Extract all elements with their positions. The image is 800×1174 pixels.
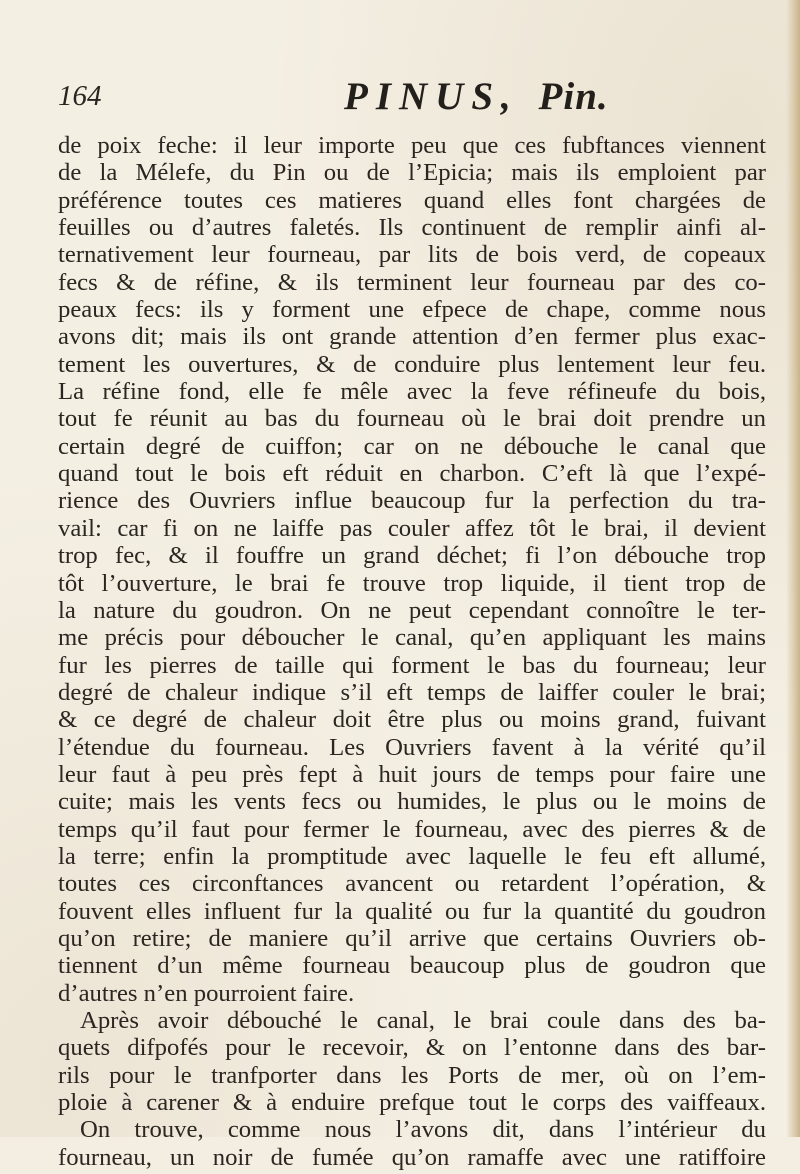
running-title-main: PINUS: [344, 75, 502, 118]
text-line: cuite; mais les vents fecs ou humides, le plus ou le moins de: [58, 788, 766, 816]
text-line-paragraph-start: Après avoir débouché le canal, le brai coule dans des ba-: [80, 1007, 766, 1034]
text-line: de poix feche: il leur importe peu que ces fubftances viennent: [58, 132, 766, 159]
running-title-abbr: Pin.: [538, 75, 609, 118]
text-line: ploie à carener & à enduire prefque tout le corps des vaiffeaux.: [58, 1089, 766, 1117]
text-line: tiennent d’un même fourneau beaucoup plus de goudron que: [58, 952, 766, 980]
text-line: la nature du goudron. On ne peut cependant connoître le ter-: [58, 596, 766, 624]
text-line: trop fec, & il fouffre un grand déchet; fi l’on débouche trop: [58, 542, 766, 570]
text-line: temps qu’il faut pour fermer le fourneau, avec des pierres & de: [58, 815, 766, 843]
page-number: 164: [58, 80, 102, 112]
ink-speck: [710, 1165, 720, 1173]
text-line: avons dit; mais ils ont grande attention d’en fermer plus exac-: [58, 323, 766, 351]
text-line: fecs & de réfine, & ils terminent leur fourneau par des co-: [58, 268, 766, 296]
text-line: rience des Ouvriers influe beaucoup fur la perfection du tra-: [58, 487, 766, 515]
text-line: fourneau, un noir de fumée qu’on ramaffe avec une ratiffoire: [58, 1143, 766, 1171]
text-line: quand tout le bois eft réduit en charbon. C’eft là que l’expé-: [58, 460, 766, 488]
text-line: rils pour le tranfporter dans les Ports de mer, où on l’em-: [58, 1061, 766, 1089]
text-line: vail: car fi on ne laiffe pas couler affez tôt le brai, il devient: [58, 514, 766, 542]
text-line: leur faut à peu près fept à huit jours de temps pour faire une: [58, 760, 766, 788]
text-line: la terre; enfin la promptitude avec laquelle le feu eft allumé,: [58, 842, 766, 870]
text-line: tout fe réunit au bas du fourneau où le brai doit prendre un: [58, 405, 766, 433]
text-line: fouvent elles influent fur la qualité ou fur la quantité du goudron: [58, 897, 766, 925]
text-line: tôt l’ouverture, le brai fe trouve trop liquide, il tient trop de: [58, 569, 766, 597]
text-line: La réfine fond, elle fe mêle avec la feve réfineufe du bois,: [58, 378, 766, 406]
text-line: qu’on retire; de maniere qu’il arrive que certains Ouvriers ob-: [58, 924, 766, 952]
text-line: ternativement leur fourneau, par lits de bois verd, de copeaux: [58, 241, 766, 269]
body-text: [58, 132, 766, 1171]
text-line: l’étendue du fourneau. Les Ouvriers favent à la vérité qu’il: [58, 733, 766, 761]
text-line: quets difpofés pour le recevoir, & on l’entonne dans des bar-: [58, 1034, 766, 1062]
page-edge-shadow: [786, 0, 800, 1137]
text-line: toutes ces circonftances avancent ou retardent l’opération, &: [58, 870, 766, 898]
text-line: peaux fecs: ils y forment une efpece de chape, comme nous: [58, 296, 766, 324]
text-line: tement les ouvertures, & de conduire plus lentement leur feu.: [58, 350, 766, 378]
text-line: de la Mélefe, du Pin ou de l’Epicia; mais ils emploient par: [58, 159, 766, 187]
page-header: [0, 0, 800, 130]
text-line: me précis pour déboucher le canal, qu’en appliquant les mains: [58, 624, 766, 652]
text-line: On trouve, comme nous l’avons dit, dans l’intérieur du: [80, 1116, 766, 1144]
text-line: feuilles ou d’autres faletés. Ils continuent de remplir ainfi al-: [58, 214, 766, 242]
text-line-paragraph-end: d’autres n’en pourroient faire.: [58, 979, 355, 1007]
text-line: degré de chaleur indique s’il eft temps de laiffer couler le brai;: [58, 678, 766, 706]
text-line: certain degré de cuiffon; car on ne débouche le canal que: [58, 432, 766, 460]
text-line: préférence toutes ces matieres quand elles font chargées de: [58, 186, 766, 214]
text-line: fur les pierres de taille qui forment le bas du fourneau; leur: [58, 651, 766, 679]
text-line: & ce degré de chaleur doit être plus ou moins grand, fuivant: [58, 706, 766, 734]
running-title: PINUS, Pin.: [344, 75, 609, 118]
